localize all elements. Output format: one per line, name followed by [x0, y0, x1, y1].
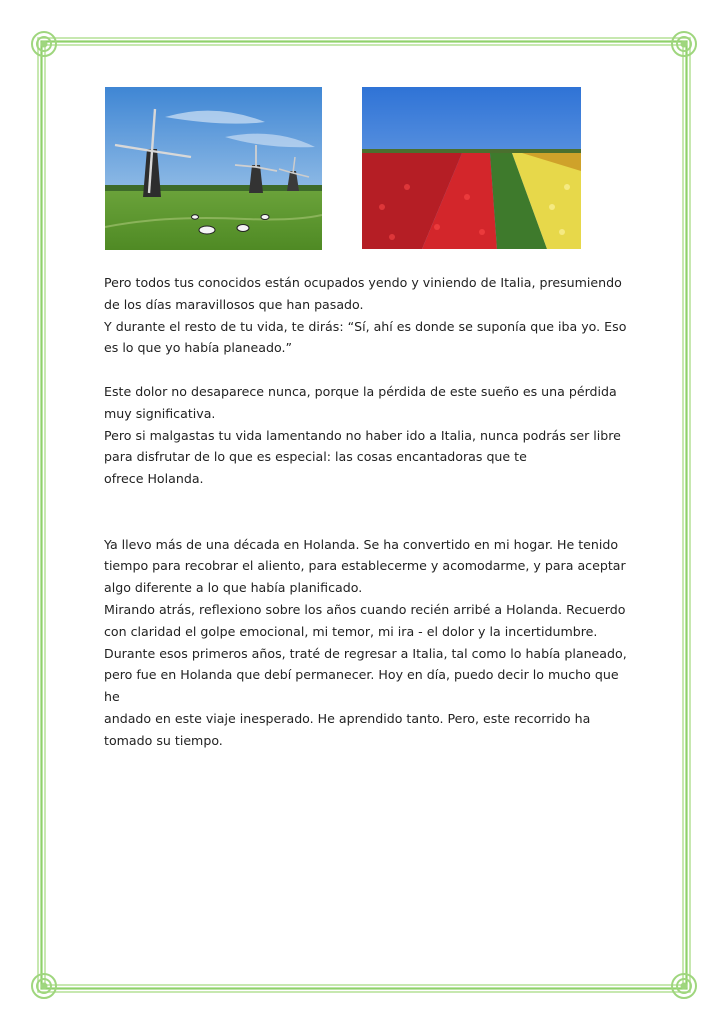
- tulips-photo: [362, 87, 581, 249]
- text-line: de los días maravillosos que han pasado.: [104, 296, 364, 312]
- corner-ornament-bl: [32, 974, 56, 998]
- corner-ornament-tr: [672, 32, 696, 56]
- text-line: tiempo para recobrar el aliento, para establecerme y acomodarme, y para aceptar: [104, 558, 626, 574]
- text-line: con claridad el golpe emocional, mi temor, mi ira - el dolor y la incertidumbre.: [104, 623, 598, 639]
- text-line: Durante esos primeros años, traté de regresar a Italia, tal como lo había planeado,: [104, 645, 627, 661]
- windmills-photo: [105, 87, 322, 250]
- corner-ornament-br: [672, 974, 696, 998]
- corner-ornament-tl: [32, 32, 56, 56]
- text-line: tomado su tiempo.: [104, 732, 223, 748]
- text-line: algo diferente a lo que había planificado.: [104, 580, 363, 596]
- text-line: muy significativa.: [104, 405, 216, 421]
- text-line: Y durante el resto de tu vida, te dirás: “Sí, ahí es donde se suponía que iba yo. Eso: [104, 318, 627, 334]
- text-line: Pero si malgastas tu vida lamentando no haber ido a Italia, nunca podrás ser libre: [104, 427, 621, 443]
- text-line: Este dolor no desaparece nunca, porque la pérdida de este sueño es una pérdida: [104, 383, 617, 399]
- text-line: ofrece Holanda.: [104, 471, 204, 487]
- text-line: andado en este viaje inesperado. He aprendido tanto. Pero, este recorrido ha: [104, 710, 591, 726]
- text-line: para disfrutar de lo que es especial: las cosas encantadoras que te: [104, 449, 527, 465]
- text-line: es lo que yo había planeado.”: [104, 340, 292, 356]
- paragraph-2: [104, 381, 634, 490]
- paragraph-spacer: [104, 359, 634, 381]
- text-line: pero fue en Holanda que debí permanecer. Hoy en día, puedo decir lo mucho que he: [104, 667, 619, 705]
- text-line: Mirando atrás, reflexiono sobre los años cuando recién arribé a Holanda. Recuerdo: [104, 601, 626, 617]
- body-text: [104, 272, 634, 752]
- paragraph-spacer: [104, 490, 634, 534]
- text-line: Pero todos tus conocidos están ocupados yendo y viniendo de Italia, presumiendo: [104, 275, 622, 290]
- paragraph-1: [104, 272, 634, 359]
- text-line: Ya llevo más de una década en Holanda. Se ha convertido en mi hogar. He tenido: [104, 536, 619, 552]
- paragraph-3: [104, 534, 634, 752]
